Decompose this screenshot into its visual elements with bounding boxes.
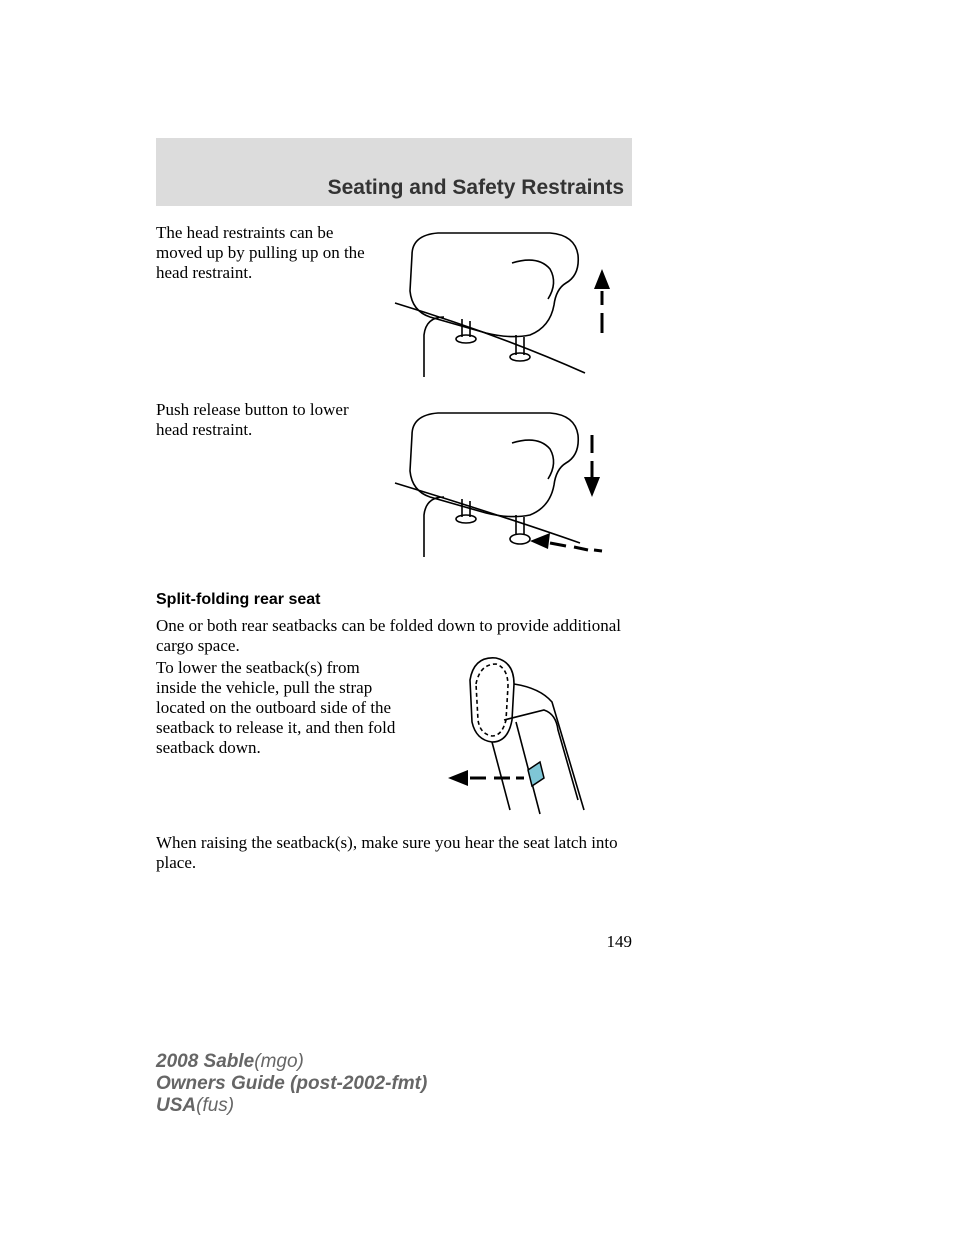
push-button-arrow-icon [530,533,602,551]
document-footer [156,1051,427,1117]
lower-seatback-text: To lower the seatback(s) from inside the vehicle, pull the strap located on the outboard side of the seatback to release it, and then fold seatback down. [156,658,396,757]
footer-model-code: (mgo) [254,1051,304,1072]
head-restraint-lower-illustration [390,405,620,565]
pull-left-arrow-icon [448,770,524,786]
down-arrow-icon [584,435,600,497]
split-folding-intro-text: One or both rear seatbacks can be folded down to provide additional cargo space. [156,616,621,655]
footer-model: 2008 Sable [156,1051,255,1072]
footer-market: USA [156,1095,197,1116]
page-number: 149 [606,932,632,951]
seatback-strap-illustration [440,650,600,820]
lower-head-restraint-text: Push release button to lower head restraint. [156,400,349,439]
raise-head-restraint-text: The head restraints can be moved up by pulling up on the head restraint. [156,223,365,282]
section-header-band [156,138,632,206]
up-arrow-icon [594,269,610,333]
footer-guide: Owners Guide (post-2002-fmt) [156,1073,428,1094]
section-title: Seating and Safety Restraints [327,176,624,199]
footer-market-code: (fus) [196,1095,235,1116]
strap-handle-icon [528,762,544,786]
split-folding-heading: Split-folding rear seat [156,591,321,608]
raise-seatback-text: When raising the seatback(s), make sure you hear the seat latch into place. [156,833,618,872]
head-restraint-raise-illustration [390,225,620,385]
